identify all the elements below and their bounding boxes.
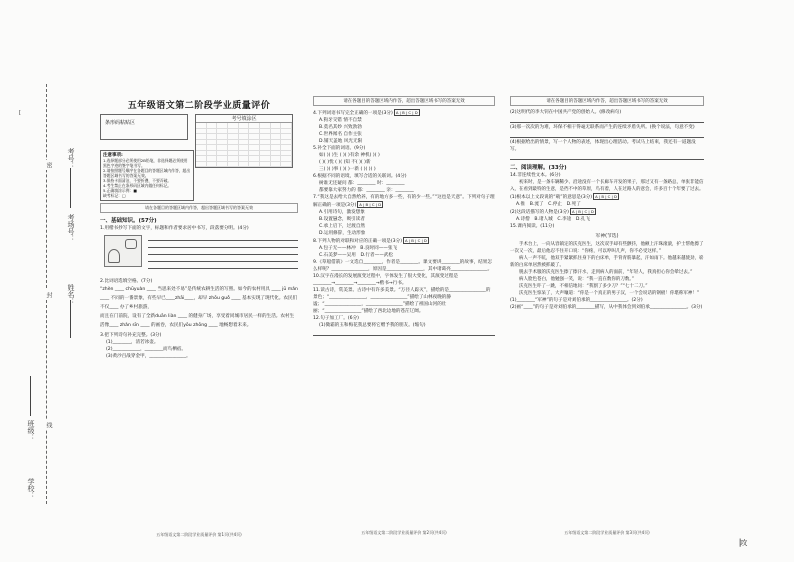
column-2-header: 请在各题目的答题区域内作答，超出答题区域书写的答案无效 xyxy=(313,96,495,106)
seal-feng: 封 xyxy=(45,292,52,298)
q4-choice-box[interactable]: A | B | C | D xyxy=(395,110,418,115)
q1-answer-line[interactable] xyxy=(148,249,298,255)
q15-item-1[interactable]: (1)________“军神”的句子是对刘伯承的________________。(2分) xyxy=(510,298,643,303)
q12-answer-line[interactable] xyxy=(510,154,704,160)
story-paragraph: 病人脸色苍白，他勉强一笑，说：“我一直在数你的刀数。” xyxy=(519,277,634,282)
question-9[interactable]: 9.《草船借箭》一文选自________，作者是________。课文要讲________的故事，结果怎么样呢？________________，原因是________________，其中诸葛亮________________。 xyxy=(313,260,493,272)
q5-row[interactable]: ( )( )忧 ( )( )知 不( )( )新 xyxy=(319,160,371,165)
q3-item[interactable]: (2)____________，________而鸟栖宿。 xyxy=(106,347,187,352)
q6-row[interactable]: 树谁无还疑问 都：________ 时：________ xyxy=(319,181,405,186)
margin-label-exam-no: 考号： xyxy=(67,148,75,169)
story-paragraph: 脱去手术服的沃克医生擦了擦汗水，走到病人的面前，“年轻人，我真担心你会晕过去。” xyxy=(519,270,693,275)
q7-option: A.引用诗句，激发想象 xyxy=(319,210,365,215)
q7-option: B.设置悬念，吸引读者 xyxy=(319,217,365,222)
q12-answer-line[interactable] xyxy=(313,330,495,336)
section-1-heading: 一、基础知识。(57分) xyxy=(100,218,157,224)
exam-number-grid[interactable] xyxy=(195,114,293,168)
question-6: 6.根据不同的语境，填写合适的关联词。(4分) xyxy=(313,174,407,179)
q12-item-1: (1)微霜的玉和梅花我总要将它赠予我的朋友。(缩句) xyxy=(319,323,426,328)
calligraphy-picture xyxy=(104,235,142,267)
q6-row[interactable]: 都要靠大家努力的 都：________ 亲：________ xyxy=(319,188,414,193)
q7-option: D.运用修辞，生动形象 xyxy=(319,231,366,236)
question-4: 4.下列词语书写完全正确的一项是(3分) A | B | C | D xyxy=(313,110,418,116)
passage-1: 初来时，是一条车辆稀少、沿途没有一个长廊车开发的果子，那过又有一条路总，单张非能信入，在看到最特的生意，是挡不中的草原，鸟有着，人在过路人的意会，许多百十个年要了过去。 xyxy=(510,180,704,192)
margin-label-name: 姓名： xyxy=(67,284,75,305)
q7-choice-box[interactable]: A | B | C | D xyxy=(359,202,382,207)
question-15: 15.课内阅读。(11分) xyxy=(510,224,555,229)
question-8: 8.下列人物的对联和对应的正确一项是(3分) A | B | C | D xyxy=(313,238,427,244)
corner-bracket: [ xyxy=(19,110,21,116)
sign-icon xyxy=(125,239,137,249)
exam-title: 五年级语文第二阶段学业质量评价 xyxy=(127,101,271,111)
question-7: 7.“我这是去给大自然给养，有的地方多一些，有的少一些。”“这也是天意”。下列对句子理解正确的一项是(3分) A | B | C | D xyxy=(313,195,495,208)
q3-item[interactable]: (1)________，清若冰壶。 xyxy=(106,340,159,345)
question-14: 14.非连续性文本。(6分) xyxy=(510,173,561,178)
column-1 xyxy=(100,98,298,538)
q5-row[interactable]: 三( )( )事 ( )( )一新 ( )( )( ) xyxy=(319,167,376,172)
q12-answer-line[interactable] xyxy=(510,117,704,123)
q5-row[interactable]: 如( )( )生 ( )( )有余 神机( )( ) xyxy=(319,153,380,158)
q8-choice-box[interactable]: A | B | C | D xyxy=(405,238,427,243)
q2-text-1: “zhèn ____ chūyuàn ____ 当思来处不易”是传统农耕生活的写照。如今的农村用具 ____ jū mǎn ____ 不同的一番景象，有些早已____zhāi____，却早 zhōu guǒ ____ 基本实现了现代化。农民们不仅____ 办了乡村旅游， xyxy=(100,287,298,310)
question-2: 2.比词语选填空格。(7分) xyxy=(100,279,153,284)
q12-item-2: (2)这明代的李大钊在中国共产党的创始人。(修改病句) xyxy=(510,110,622,115)
exam-number-grid-label: 考号填涂区 xyxy=(196,115,292,123)
exam-no-field[interactable] xyxy=(70,168,71,208)
q12-item-4: (4)根据给出的情景，写一个人物的表述，体现出心理活动。考试马上结束，我还有一道题没写。 xyxy=(510,140,696,152)
q4-option: C.世界闻名 自作主张 xyxy=(319,132,362,137)
margin-label-room: 考场号： xyxy=(67,214,75,242)
seal-xian: 线 xyxy=(45,422,52,428)
q8-options: A.包子无——林冲 B.良时同——张飞 xyxy=(319,246,398,251)
page-footer-3: 五年级语文第二阶段学业质量评价 第3页(共4页) xyxy=(564,530,650,535)
q14-1-choice-box[interactable]: A | B | C | D xyxy=(595,194,617,199)
q12-answer-line[interactable] xyxy=(510,132,704,138)
q8-options: C.石美梦——吴用 D.行者——武松 xyxy=(319,253,393,258)
page-footer-1: 五年级语文第二阶段学业质量评价 第1页(共4页) xyxy=(156,532,242,537)
q7-option: C.承上启下，过渡自然 xyxy=(319,224,366,229)
q14-2-choice-box[interactable]: A | B | C | D xyxy=(571,209,594,214)
question-11[interactable]: 11.读古诗，赏美景。古诗中有许多美景。“万径人踪灭”，描绘的是________________的景色；“________________，________________”描绘了山林夜晚的静谧；“________________，________________”描绘了祖国山河的壮丽；“________________”描绘了西北边地的苍茫辽阔。 xyxy=(313,288,491,314)
q12-item-3: (3)那一次次的为难，环保不相干得毫无联系而产生的连续矛盾失所。(换个说法，句意不变) xyxy=(510,125,695,130)
q4-option: D.铺天盖地 风光无限 xyxy=(319,139,363,144)
column-2 xyxy=(313,96,495,536)
exam-notes: 注意事项: 1.选择题部分必须使用2B铅笔，非选择题必须使用黑色字迹的签字笔书写。 2.请按照题号顺序在各题目的答题区域内作答，超出答题区域书写的答案无效。 3.保持卡面清洁，不要折叠，不要弄破。 4.考生禁止在条形码区域内做任何标记。 5.正确填涂示例：■ 缺考标记：□ xyxy=(100,150,194,201)
q4-option: B.莫名其妙 兴致勃勃 xyxy=(319,125,362,130)
margin-label-class: 班级： xyxy=(27,420,35,441)
story-paragraph: 沃克医生惊呆了，大声嚷道：“你是一个真正的男子汉，一个会说话的钢板！你堪称军神！” xyxy=(519,291,700,296)
absent-checkbox[interactable]: 缺考标记：□ xyxy=(103,193,126,198)
q14-1-options: A.推 B.流了 C.停止 D.死了 xyxy=(516,202,581,207)
q1-answer-line[interactable] xyxy=(148,235,298,241)
question-3: 3.把下列诗句补充完整。(3分) xyxy=(100,333,162,338)
q3-item[interactable]: (3)黄沙百战穿金甲，________________。 xyxy=(106,354,191,359)
name-field[interactable] xyxy=(70,300,71,338)
question-12: 12.句子加工厂。(6分) xyxy=(313,316,359,321)
answer-area-note: 请在各题目的答题区域内作答，超出答题区域书写的答案无效 xyxy=(100,203,298,213)
story-title: 军神(节选) xyxy=(595,234,619,239)
story-paragraph: 手术台上，一向从容镇定的沃克医生，这次双手却有些颤抖，他额上汗珠滚滚，护士帮他擦了一次又一次，最后他忍不住开口说：“你疼，可以哼叫几声，你不必受这样。” xyxy=(510,242,704,254)
q14-2-options: A.诗僧 B.诸人城 C.李逵 D.孔飞 xyxy=(516,217,590,222)
seal-mi: 密 xyxy=(45,162,52,168)
q1-answer-line[interactable] xyxy=(148,256,298,262)
question-1: 1.用楷书抄写下面的文字，标题和作者要求居中书写，段落要分明。(4分) xyxy=(100,226,249,231)
school-field[interactable] xyxy=(30,376,31,416)
barcode-area: 条形码粘贴区 xyxy=(100,114,188,140)
story-paragraph: 病人一声不吭，他双手紧紧抓住身下的白床单，手背青筋暴起，汗如雨下。他越来越使劲，崭新的白床单居然被抓破了。 xyxy=(510,256,704,268)
question-10[interactable]: 10.汉字在漫长的发展演变过程中，字体发生了很大变化，其演变过程是________→________→________→楷书→行书。 xyxy=(313,274,459,286)
q14-item-1: (1)根本以上文段说的“载”的意思是(3分) A | B | C | D xyxy=(510,194,617,200)
q1-answer-line[interactable] xyxy=(148,242,298,248)
q1-block xyxy=(100,232,298,278)
corner-mark: ▕攻 xyxy=(735,539,748,547)
column-3 xyxy=(510,96,704,536)
q2-text-2: 而且在门前院，设有了全新duān liàn ____ 的健身广场，享受着同城市居民一样的生活。农村生活像____ zhǎn sīn ____ 的画卷，农民们yōu zhōng ____ 地畅想着未来。 xyxy=(100,314,295,328)
q15-item-2[interactable]: (2)画“____”的句子是对刘伯承的________描写，从中我体会到刘伯承________________。(3分) xyxy=(510,305,703,310)
page-footer-2: 五年级语文第二阶段学业质量评价 第2页(共4页) xyxy=(361,530,447,535)
story-paragraph: 沃克医生吓了一跳，不相信地问：“我割了多少刀？”“七十二刀。” xyxy=(519,284,648,289)
q4-option: A.狗牙交错 情不自禁 xyxy=(319,118,362,123)
section-2-heading: 二、阅读理解。(33分) xyxy=(510,165,567,171)
q1-answer-line[interactable] xyxy=(148,263,298,269)
margin-label-school: 学校： xyxy=(27,478,35,499)
column-3-header: 请在各题目的答题区域内作答，超出答题区域书写的答案无效 xyxy=(510,96,704,106)
figure-icon xyxy=(108,249,120,263)
q14-item-2: (2)这段话描写的人物是(3分) A | B | C | D xyxy=(510,209,594,215)
question-5: 5.补全下面的词语。(9分) xyxy=(313,146,366,151)
